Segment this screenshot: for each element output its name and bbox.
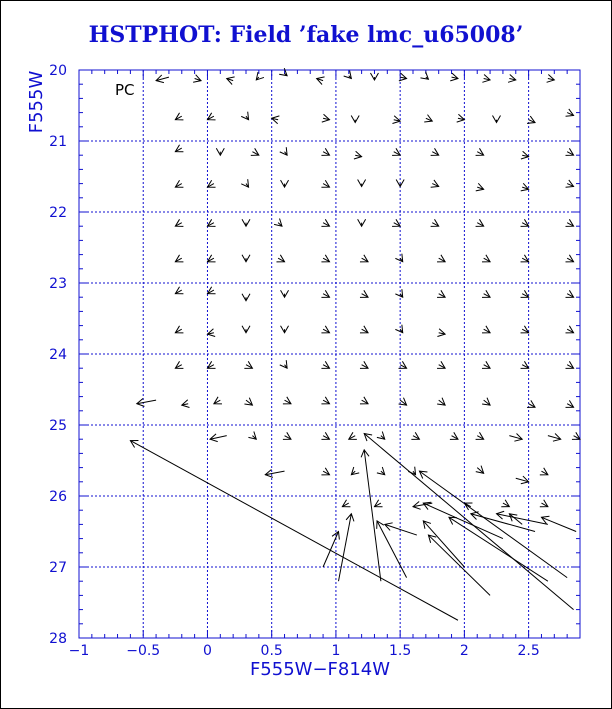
data-arrow — [360, 397, 368, 404]
data-arrow — [476, 183, 484, 191]
arrow-shaft — [323, 532, 338, 568]
data-arrow — [207, 219, 215, 226]
data-arrow — [476, 432, 484, 439]
data-arrow — [156, 75, 169, 83]
data-arrow — [321, 326, 329, 333]
data-arrow — [349, 432, 357, 439]
data-arrow — [437, 290, 445, 297]
data-arrow — [175, 145, 183, 152]
arrow-head — [521, 151, 529, 159]
data-arrow — [566, 148, 574, 155]
data-arrow — [281, 326, 289, 333]
data-arrow — [241, 112, 248, 120]
y-tick-label: 21 — [49, 134, 67, 150]
data-arrow — [321, 290, 329, 297]
arrow-shaft — [423, 521, 464, 567]
data-arrow — [281, 180, 289, 187]
data-arrow — [482, 290, 490, 297]
data-arrow — [248, 432, 256, 440]
data-arrow — [395, 289, 402, 297]
arrow-shaft — [364, 434, 573, 610]
x-tick-label: −1 — [68, 643, 90, 659]
data-arrow — [360, 326, 368, 333]
arrow-head — [317, 77, 325, 85]
data-arrow — [323, 532, 339, 568]
x-tick-label: −0.5 — [126, 643, 161, 659]
arrow-head — [322, 114, 330, 122]
data-arrow — [457, 114, 465, 122]
arrow-head — [476, 183, 484, 191]
data-arrow — [242, 219, 250, 226]
arrow-head — [392, 116, 400, 124]
arrow-head — [566, 109, 574, 116]
data-arrow — [482, 255, 490, 262]
data-arrow — [482, 326, 490, 333]
data-arrow — [493, 116, 501, 123]
data-arrow — [360, 255, 368, 262]
arrow-head — [182, 400, 190, 408]
data-arrow — [276, 255, 284, 262]
arrow-head — [547, 75, 555, 83]
data-arrow — [548, 433, 561, 441]
arrow-head — [272, 116, 280, 124]
y-axis-title: F555W — [26, 70, 47, 134]
data-arrow — [566, 400, 574, 407]
data-arrow — [244, 361, 252, 368]
data-arrow — [450, 73, 458, 81]
data-arrow — [351, 467, 359, 475]
arrow-shaft — [377, 521, 407, 578]
data-arrow — [321, 219, 329, 226]
data-arrow — [420, 72, 428, 80]
y-tick-label: 22 — [49, 205, 67, 221]
data-arrow — [572, 432, 580, 439]
data-arrow — [566, 361, 574, 368]
data-arrow — [385, 523, 417, 535]
data-arrow — [423, 521, 464, 567]
data-arrow — [521, 255, 529, 262]
data-arrow — [395, 325, 402, 333]
x-tick-label: 2.5 — [517, 643, 540, 659]
data-arrow — [321, 361, 329, 368]
data-arrow — [279, 68, 287, 76]
corner-label: PC — [115, 81, 135, 99]
data-arrow — [395, 254, 402, 262]
arrow-shaft — [449, 517, 548, 581]
data-arrow — [280, 147, 287, 155]
data-arrow — [358, 179, 366, 186]
data-arrow — [175, 219, 183, 226]
data-arrow — [521, 290, 529, 297]
data-arrow — [338, 514, 353, 581]
data-arrow — [566, 219, 574, 226]
data-arrow — [419, 471, 567, 578]
data-arrow — [256, 72, 264, 80]
data-arrow — [207, 180, 215, 187]
data-arrow — [431, 148, 439, 155]
y-tick-label: 26 — [49, 489, 67, 505]
tick-labels — [49, 63, 540, 659]
data-arrow — [280, 360, 287, 368]
arrow-head — [424, 115, 432, 122]
data-arrow — [321, 432, 329, 439]
data-arrow — [207, 255, 215, 262]
data-arrow — [424, 115, 432, 122]
data-arrow — [344, 71, 352, 79]
arrow-shaft — [419, 471, 567, 578]
data-arrow — [411, 432, 419, 439]
data-arrow — [497, 511, 548, 524]
data-arrow — [175, 113, 183, 120]
data-arrow — [242, 294, 250, 301]
data-arrow — [374, 500, 382, 507]
data-arrow — [437, 398, 445, 405]
arrow-head — [227, 77, 235, 85]
arrow-shaft — [364, 450, 381, 581]
data-arrow — [322, 114, 330, 122]
data-arrow — [566, 255, 574, 262]
data-arrow — [283, 432, 291, 439]
data-arrow — [317, 77, 325, 85]
data-arrow — [214, 397, 222, 404]
data-arrow — [540, 500, 548, 507]
data-arrow — [516, 476, 529, 484]
data-arrow — [193, 75, 201, 83]
data-arrow — [501, 500, 509, 507]
arrow-shaft — [428, 535, 490, 595]
data-arrow — [321, 468, 329, 475]
data-arrow — [354, 151, 362, 159]
arrow-head — [354, 151, 362, 159]
arrow-shaft — [130, 441, 458, 621]
data-arrow — [281, 290, 289, 297]
data-arrow — [509, 433, 522, 441]
data-arrow — [207, 113, 215, 120]
data-arrow — [175, 361, 183, 368]
data-arrow — [360, 290, 368, 297]
arrow-head — [521, 183, 529, 191]
data-arrow — [321, 148, 329, 155]
data-arrow — [521, 326, 529, 333]
data-arrow — [358, 219, 366, 226]
data-arrow — [360, 361, 368, 368]
data-arrow — [251, 148, 259, 155]
data-arrow — [207, 287, 215, 294]
arrow-head — [566, 180, 574, 187]
data-arrow — [321, 397, 329, 404]
data-arrow — [521, 219, 529, 226]
y-tick-label: 24 — [49, 347, 67, 363]
data-arrow — [428, 535, 490, 595]
data-arrow — [437, 255, 445, 262]
x-tick-label: 1 — [331, 643, 341, 659]
x-axis-title: F555W−F814W — [249, 659, 391, 680]
data-arrow — [283, 397, 291, 404]
data-arrow — [274, 219, 282, 227]
data-arrow — [566, 180, 574, 187]
data-arrow — [351, 116, 359, 123]
data-arrow — [321, 180, 329, 187]
data-arrow — [207, 361, 215, 368]
data-arrow — [482, 361, 490, 368]
data-arrow — [566, 290, 574, 297]
data-arrow — [521, 361, 529, 368]
data-arrow — [216, 148, 224, 155]
data-arrow — [547, 75, 555, 83]
x-tick-label: 2 — [459, 643, 469, 659]
arrow-head — [193, 75, 201, 83]
data-arrow — [476, 466, 484, 474]
arrow-head — [437, 329, 445, 337]
data-arrow — [450, 432, 458, 439]
data-arrow — [175, 180, 183, 187]
data-arrow — [175, 326, 183, 333]
data-arrow — [137, 398, 156, 406]
arrow-head — [431, 180, 439, 187]
data-arrow — [265, 469, 284, 477]
arrow-head — [450, 73, 458, 81]
data-arrow — [392, 219, 400, 226]
data-arrow — [130, 440, 458, 620]
arrow-head — [508, 75, 516, 83]
arrow-shaft — [338, 514, 351, 581]
data-arrow — [377, 432, 385, 440]
y-tick-label: 28 — [49, 631, 67, 647]
data-arrows — [130, 68, 580, 620]
x-tick-label: 1.5 — [389, 643, 412, 659]
y-tick-label: 20 — [49, 63, 67, 79]
data-arrow — [377, 521, 407, 578]
data-arrow — [361, 450, 381, 581]
data-arrow — [377, 467, 385, 475]
data-arrow — [175, 287, 183, 294]
chart-title: HSTPHOT: Field ’fake lmc_u65008’ — [88, 22, 524, 48]
data-arrow — [423, 502, 503, 538]
data-arrow — [242, 255, 250, 262]
data-arrow — [207, 329, 215, 337]
arrow-head — [207, 329, 215, 337]
data-arrow — [227, 77, 235, 85]
data-arrow — [431, 180, 439, 187]
data-arrow — [241, 179, 248, 187]
data-arrow — [476, 219, 484, 226]
data-arrow — [244, 398, 252, 405]
data-arrow — [482, 398, 490, 405]
data-arrow — [566, 109, 574, 116]
data-arrow — [437, 361, 445, 368]
data-arrow — [508, 75, 516, 83]
data-arrow — [242, 326, 250, 333]
data-arrow — [437, 329, 445, 337]
arrow-shaft — [423, 503, 503, 538]
data-arrow — [540, 468, 548, 475]
data-arrow — [392, 148, 400, 155]
arrow-head — [457, 114, 465, 122]
x-tick-label: 0 — [203, 643, 212, 659]
y-tick-label: 25 — [49, 418, 67, 434]
data-arrow — [476, 148, 484, 155]
data-arrow — [449, 517, 548, 581]
data-arrow — [272, 116, 280, 124]
data-arrow — [175, 255, 183, 262]
data-arrow — [521, 183, 529, 191]
data-arrow — [521, 151, 529, 159]
data-arrow — [392, 116, 400, 124]
data-arrow — [210, 434, 227, 442]
data-arrow — [342, 500, 350, 507]
data-arrow — [431, 219, 439, 226]
y-tick-label: 23 — [49, 276, 67, 292]
y-tick-label: 27 — [49, 560, 67, 576]
x-tick-label: 0.5 — [260, 643, 283, 659]
data-arrow — [566, 326, 574, 333]
data-arrow — [364, 434, 573, 610]
data-arrow — [182, 400, 190, 408]
arrow-head — [482, 75, 490, 83]
data-arrow — [321, 255, 329, 262]
data-arrow — [482, 75, 490, 83]
